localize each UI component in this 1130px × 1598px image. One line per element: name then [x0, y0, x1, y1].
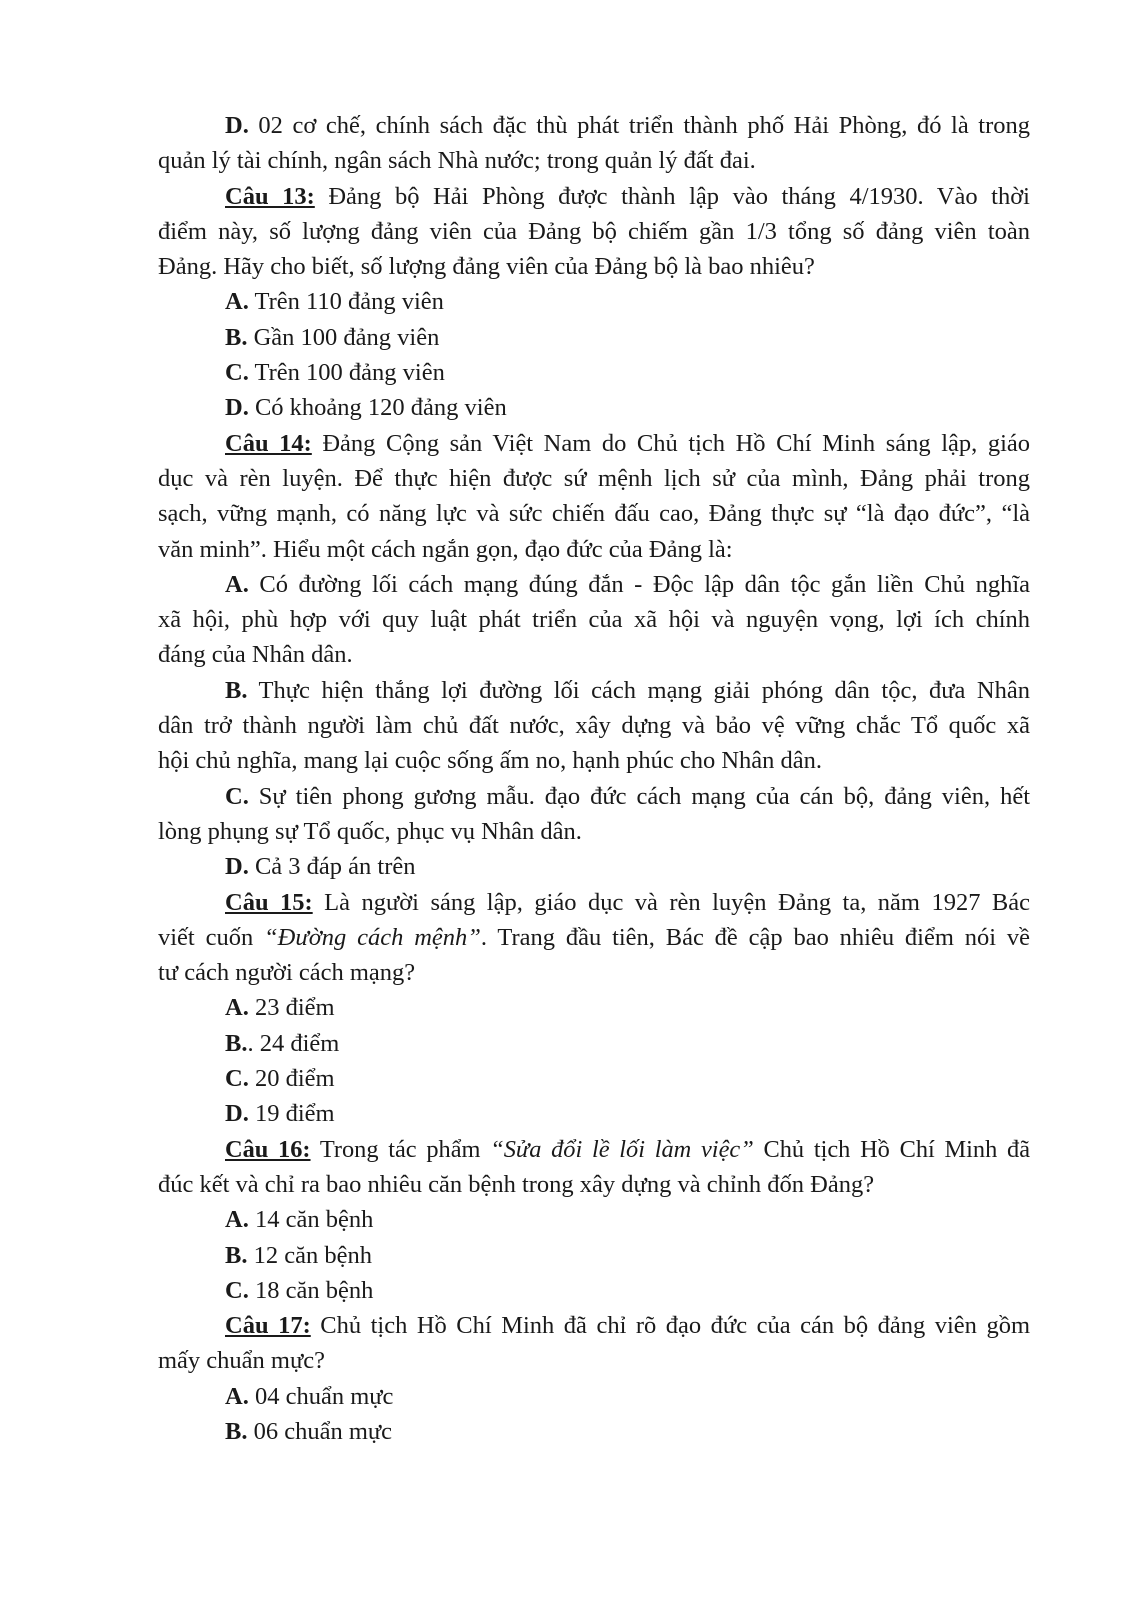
- option-text: 04 chuẩn mực: [248, 1382, 394, 1410]
- q14-option-a-line-3: đáng của Nhân dân.: [158, 641, 353, 669]
- q16-stem-line-2: đúc kết và chỉ ra bao nhiêu căn bệnh trong xây dựng và chỉnh đốn Đảng?: [158, 1170, 875, 1198]
- q13-stem-line-2: điểm này, số lượng đảng viên của Đảng bộ chiếm gần 1/3 tổng số đảng viên toàn: [158, 217, 1030, 245]
- question-label: Câu 13:: [225, 182, 315, 210]
- q15-option-d: [158, 1096, 1030, 1131]
- option-text: 12 căn bệnh: [247, 1241, 372, 1269]
- option-text: Thực hiện thắng lợi đường lối cách mạng giải phóng dân tộc, đưa Nhân: [247, 676, 1030, 704]
- q14-stem-line-4: văn minh”. Hiểu một cách ngắn gọn, đạo đức của Đảng là:: [158, 535, 733, 563]
- q15-stem-line-1: [158, 885, 1030, 920]
- q13-option-b: [158, 320, 1030, 355]
- q15-option-c: [158, 1061, 1030, 1096]
- option-text: Sự tiên phong gương mẫu. đạo đức cách mạng của cán bộ, đảng viên, hết: [248, 782, 1030, 810]
- q13-option-c: [158, 355, 1030, 390]
- option-label: D.: [225, 1100, 249, 1128]
- q14-option-b-line-1: [158, 673, 1030, 708]
- q14-option-c-line-2: lòng phụng sự Tổ quốc, phục vụ Nhân dân.: [158, 817, 582, 845]
- q15-option-b: [158, 1026, 1030, 1061]
- option-label: B.: [225, 676, 248, 704]
- q17-option-a: [158, 1379, 1030, 1414]
- q13-stem-line-1: [158, 179, 1030, 214]
- q12-option-d-line-2: quản lý tài chính, ngân sách Nhà nước; trong quản lý đất đai.: [158, 147, 756, 175]
- option-text: 14 căn bệnh: [248, 1206, 374, 1234]
- work-title: “Sửa đổi lề lối làm việc”: [490, 1135, 754, 1163]
- q14-option-d: [158, 849, 1030, 884]
- option-text: 19 điểm: [248, 1100, 335, 1128]
- option-text: Cả 3 đáp án trên: [248, 853, 416, 881]
- question-label: Câu 16:: [225, 1135, 311, 1163]
- option-label: D.: [225, 112, 249, 139]
- q16-option-b: [158, 1238, 1030, 1273]
- option-text: Trên 100 đảng viên: [248, 359, 445, 387]
- option-text: 06 chuẩn mực: [247, 1417, 393, 1445]
- q17-option-b: [158, 1414, 1030, 1449]
- document-page: [158, 108, 1030, 1449]
- option-label: C.: [225, 1065, 249, 1093]
- option-text: Trên 110 đảng viên: [248, 288, 444, 316]
- q16-option-c: [158, 1273, 1030, 1308]
- q14-option-c-line-1: [158, 779, 1030, 814]
- q15-option-a: [158, 990, 1030, 1025]
- option-text: 20 điểm: [248, 1065, 335, 1093]
- question-label: Câu 14:: [225, 429, 312, 457]
- option-label: A.: [225, 288, 249, 316]
- question-text: Trong tác phẩm: [310, 1135, 491, 1163]
- option-label: A.: [225, 570, 249, 598]
- q14-stem-line-3: sạch, vững mạnh, có năng lực và sức chiến đấu cao, Đảng thực sự “là đạo đức”, “là: [158, 500, 1030, 528]
- option-label: C.: [225, 359, 249, 387]
- option-text: 18 căn bệnh: [248, 1276, 374, 1304]
- option-label: A.: [225, 1206, 249, 1234]
- question-text: . Trang đầu tiên, Bác đề cập bao nhiêu điểm nói về: [480, 923, 1030, 951]
- option-label: A.: [225, 1382, 249, 1410]
- option-text: Gần 100 đảng viên: [247, 323, 440, 351]
- option-text: 23 điểm: [248, 994, 335, 1022]
- q15-stem-line-2: [158, 920, 1030, 955]
- option-label: B.: [225, 323, 248, 351]
- q13-option-a: [158, 284, 1030, 319]
- option-label: A.: [225, 994, 249, 1022]
- option-text: . 24 điểm: [247, 1029, 340, 1057]
- option-text: 02 cơ chế, chính sách đặc thù phát triển thành phố Hải Phòng, đó là trong: [248, 112, 1030, 139]
- q14-stem-line-1: [158, 426, 1030, 461]
- option-label: D.: [225, 394, 249, 422]
- q16-option-a: [158, 1202, 1030, 1237]
- option-label: D.: [225, 853, 249, 881]
- option-label: B.: [225, 1241, 248, 1269]
- question-label: Câu 15:: [225, 888, 313, 916]
- q17-stem-line-1: [158, 1308, 1030, 1343]
- q15-stem-line-3: tư cách người cách mạng?: [158, 959, 416, 987]
- q12-option-d-line-1: [158, 108, 1030, 143]
- question-text: Chủ tịch Hồ Chí Minh đã chỉ rõ đạo đức của cán bộ đảng viên gồm: [310, 1312, 1030, 1340]
- q13-stem-line-3: Đảng. Hãy cho biết, số lượng đảng viên của Đảng bộ là bao nhiêu?: [158, 253, 815, 281]
- option-label: C.: [225, 1276, 249, 1304]
- question-text: Đảng bộ Hải Phòng được thành lập vào tháng 4/1930. Vào thời: [314, 182, 1030, 210]
- question-label: Câu 17:: [225, 1312, 311, 1340]
- question-text: Là người sáng lập, giáo dục và rèn luyện Đảng ta, năm 1927 Bác: [312, 888, 1030, 916]
- book-title: “Đường cách mệnh”: [264, 923, 481, 951]
- option-label: C.: [225, 782, 249, 810]
- q14-option-b-line-3: hội chủ nghĩa, mang lại cuộc sống ấm no, hạnh phúc cho Nhân dân.: [158, 747, 823, 775]
- q14-option-a-line-2: xã hội, phù hợp với quy luật phát triển của xã hội và nguyện vọng, lợi ích chính: [158, 606, 1030, 634]
- q14-option-a-line-1: [158, 567, 1030, 602]
- q17-stem-line-2: mấy chuẩn mực?: [158, 1347, 326, 1375]
- q14-option-b-line-2: dân trở thành người làm chủ đất nước, xây dựng và bảo vệ vững chắc Tổ quốc xã: [158, 712, 1030, 740]
- question-text: Chủ tịch Hồ Chí Minh đã: [753, 1135, 1031, 1163]
- option-text: Có đường lối cách mạng đúng đắn - Độc lập dân tộc gắn liền Chủ nghĩa: [248, 570, 1030, 598]
- option-label: B.: [225, 1417, 248, 1445]
- q16-stem-line-1: [158, 1132, 1030, 1167]
- q13-option-d: [158, 390, 1030, 425]
- option-text: Có khoảng 120 đảng viên: [248, 394, 507, 422]
- question-text: viết cuốn: [158, 923, 265, 951]
- option-label: B.: [225, 1029, 248, 1057]
- q14-stem-line-2: dục và rèn luyện. Để thực hiện được sứ mệnh lịch sử của mình, Đảng phải trong: [158, 464, 1030, 492]
- question-text: Đảng Cộng sản Việt Nam do Chủ tịch Hồ Chí Minh sáng lập, giáo: [311, 429, 1030, 457]
